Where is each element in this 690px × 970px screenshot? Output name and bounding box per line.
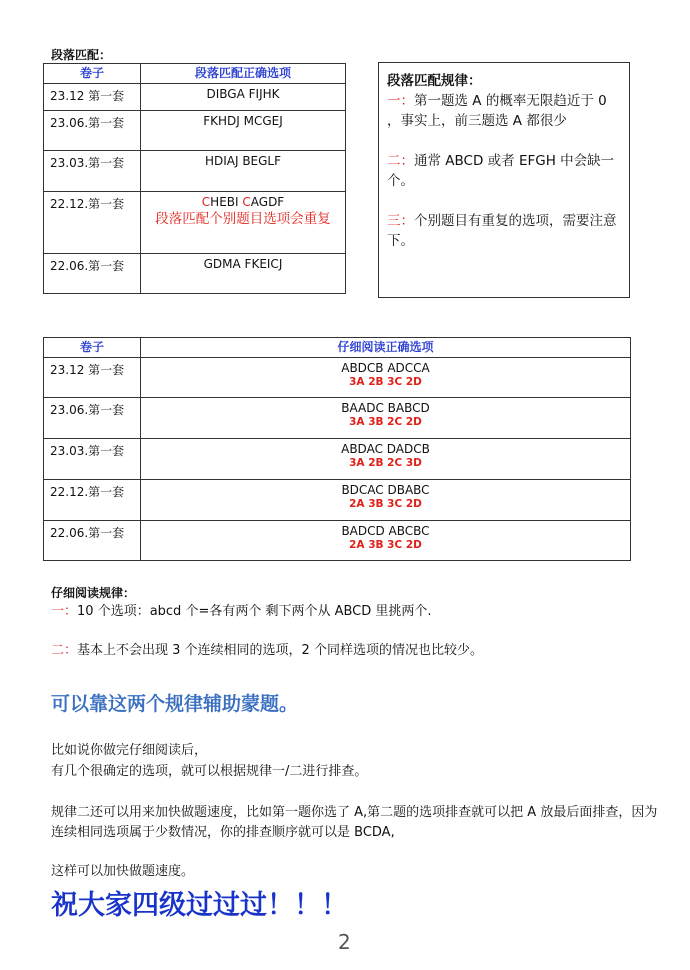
rule-text: 10 个选项：abcd 个=各有两个 剩下两个从 ABCD 里挑两个.	[77, 604, 432, 619]
table-row	[44, 480, 631, 521]
paper-cell: 23.12 第一套	[44, 84, 141, 111]
table-header-row	[44, 64, 346, 84]
answer-text: BADCD ABCBC	[341, 524, 430, 538]
rule-item	[387, 151, 621, 191]
rules-title: 段落匹配规律：	[387, 73, 482, 89]
table-row	[44, 521, 631, 561]
answer-part: AGDF	[250, 195, 285, 209]
answer-cell	[141, 439, 631, 480]
answer-cell: DIBGA FIJHK	[141, 84, 346, 111]
distribution-text: 2A 3B 3C 2D	[349, 498, 422, 510]
paragraph-line: 有几个很确定的选项，就可以根据规律一/二进行排查。	[51, 764, 368, 779]
table-row	[44, 254, 346, 294]
answer-cell	[141, 192, 346, 254]
table-row	[44, 111, 346, 151]
header-paper: 卷子	[44, 338, 141, 358]
paragraph-speed: 规律二还可以用来加快做题速度，比如第一题你选了 A,第二题的选项排查就可以把 A 放最后面排查，因为连续相同选项属于少数情况，你的排查顺序就可以是 BCDA,	[51, 805, 658, 840]
distribution-text: 3A 2B 2C 3D	[349, 457, 422, 469]
paper-cell: 23.12 第一套	[44, 358, 141, 398]
rule-text: 基本上不会出现 3 个连续相同的选项，2 个同样选项的情况也比较少。	[77, 643, 483, 658]
answer-text: BDCAC DBABC	[341, 483, 430, 497]
answer-letter-highlight: C	[201, 195, 211, 209]
section-title-paragraph-matching: 段落匹配：	[51, 48, 112, 62]
rule-number: 一：	[387, 93, 414, 109]
repeat-note: 段落匹配个别题目选项会重复	[155, 211, 331, 227]
answer-cell	[141, 521, 631, 561]
table-row	[44, 358, 631, 398]
answer-part: HEBI	[210, 195, 243, 209]
paragraph-line: 比如说你做完仔细阅读后，	[51, 743, 208, 758]
answer-text: ABDAC DADCB	[341, 442, 430, 456]
paper-cell: 23.06.第一套	[44, 111, 141, 151]
section-title-careful-reading-rules: 仔细阅读规律：	[51, 586, 136, 600]
paper-cell: 23.03.第一套	[44, 151, 141, 192]
distribution-text: 2A 3B 3C 2D	[349, 539, 422, 551]
guess-heading: 可以靠这两个规律辅助蒙题。	[51, 693, 299, 715]
reading-rule-2	[51, 641, 483, 661]
paper-cell: 22.12.第一套	[44, 192, 141, 254]
header-answers: 仔细阅读正确选项	[141, 338, 631, 358]
rule-item	[387, 91, 621, 131]
paper-cell: 23.06.第一套	[44, 398, 141, 439]
answer-cell	[141, 358, 631, 398]
rule-text: 通常 ABCD 或者 EFGH 中会缺一个。	[387, 153, 615, 189]
table-row	[44, 398, 631, 439]
answer-letter-highlight: C	[242, 195, 251, 209]
rule-number: 三：	[387, 213, 414, 229]
table-row	[44, 151, 346, 192]
answer-cell: GDMA FKEICJ	[141, 254, 346, 294]
table-row	[44, 84, 346, 111]
table-row	[44, 192, 346, 254]
answer-cell	[141, 398, 631, 439]
distribution-text: 3A 3B 2C 2D	[349, 416, 422, 428]
answer-cell	[141, 480, 631, 521]
rule-text: 个别题目有重复的选项，需要注意下。	[387, 213, 617, 249]
rule-text: 第一题选 A 的概率无限趋近于 0 ，事实上，前三题选 A 都很少	[387, 93, 607, 129]
answer-text: ABDCB ADCCA	[341, 361, 430, 375]
paragraph-matching-rules-box	[378, 62, 630, 298]
careful-reading-table	[43, 337, 631, 561]
answer-text	[141, 195, 345, 209]
paper-cell: 22.06.第一套	[44, 254, 141, 294]
rule-number: 一：	[51, 604, 78, 619]
rule-number: 二：	[387, 153, 414, 169]
distribution-text: 3A 2B 3C 2D	[349, 376, 422, 388]
answer-cell: FKHDJ MCGEJ	[141, 111, 346, 151]
rule-item	[387, 211, 621, 251]
closing-wish: 祝大家四级过过过！！！	[51, 890, 348, 921]
header-paper: 卷子	[44, 64, 141, 84]
paper-cell: 23.03.第一套	[44, 439, 141, 480]
rule-number: 二：	[51, 643, 78, 658]
answer-cell: HDIAJ BEGLF	[141, 151, 346, 192]
paper-cell: 22.12.第一套	[44, 480, 141, 521]
answer-text: BAADC BABCD	[341, 401, 430, 415]
table-header-row	[44, 338, 631, 358]
paper-cell: 22.06.第一套	[44, 521, 141, 561]
header-answers: 段落匹配正确选项	[141, 64, 346, 84]
reading-rule-1	[51, 602, 432, 622]
paragraph-conclusion: 这样可以加快做题速度。	[51, 864, 195, 879]
paragraph-matching-table	[43, 63, 346, 294]
page-number: 2	[338, 930, 351, 954]
table-row	[44, 439, 631, 480]
